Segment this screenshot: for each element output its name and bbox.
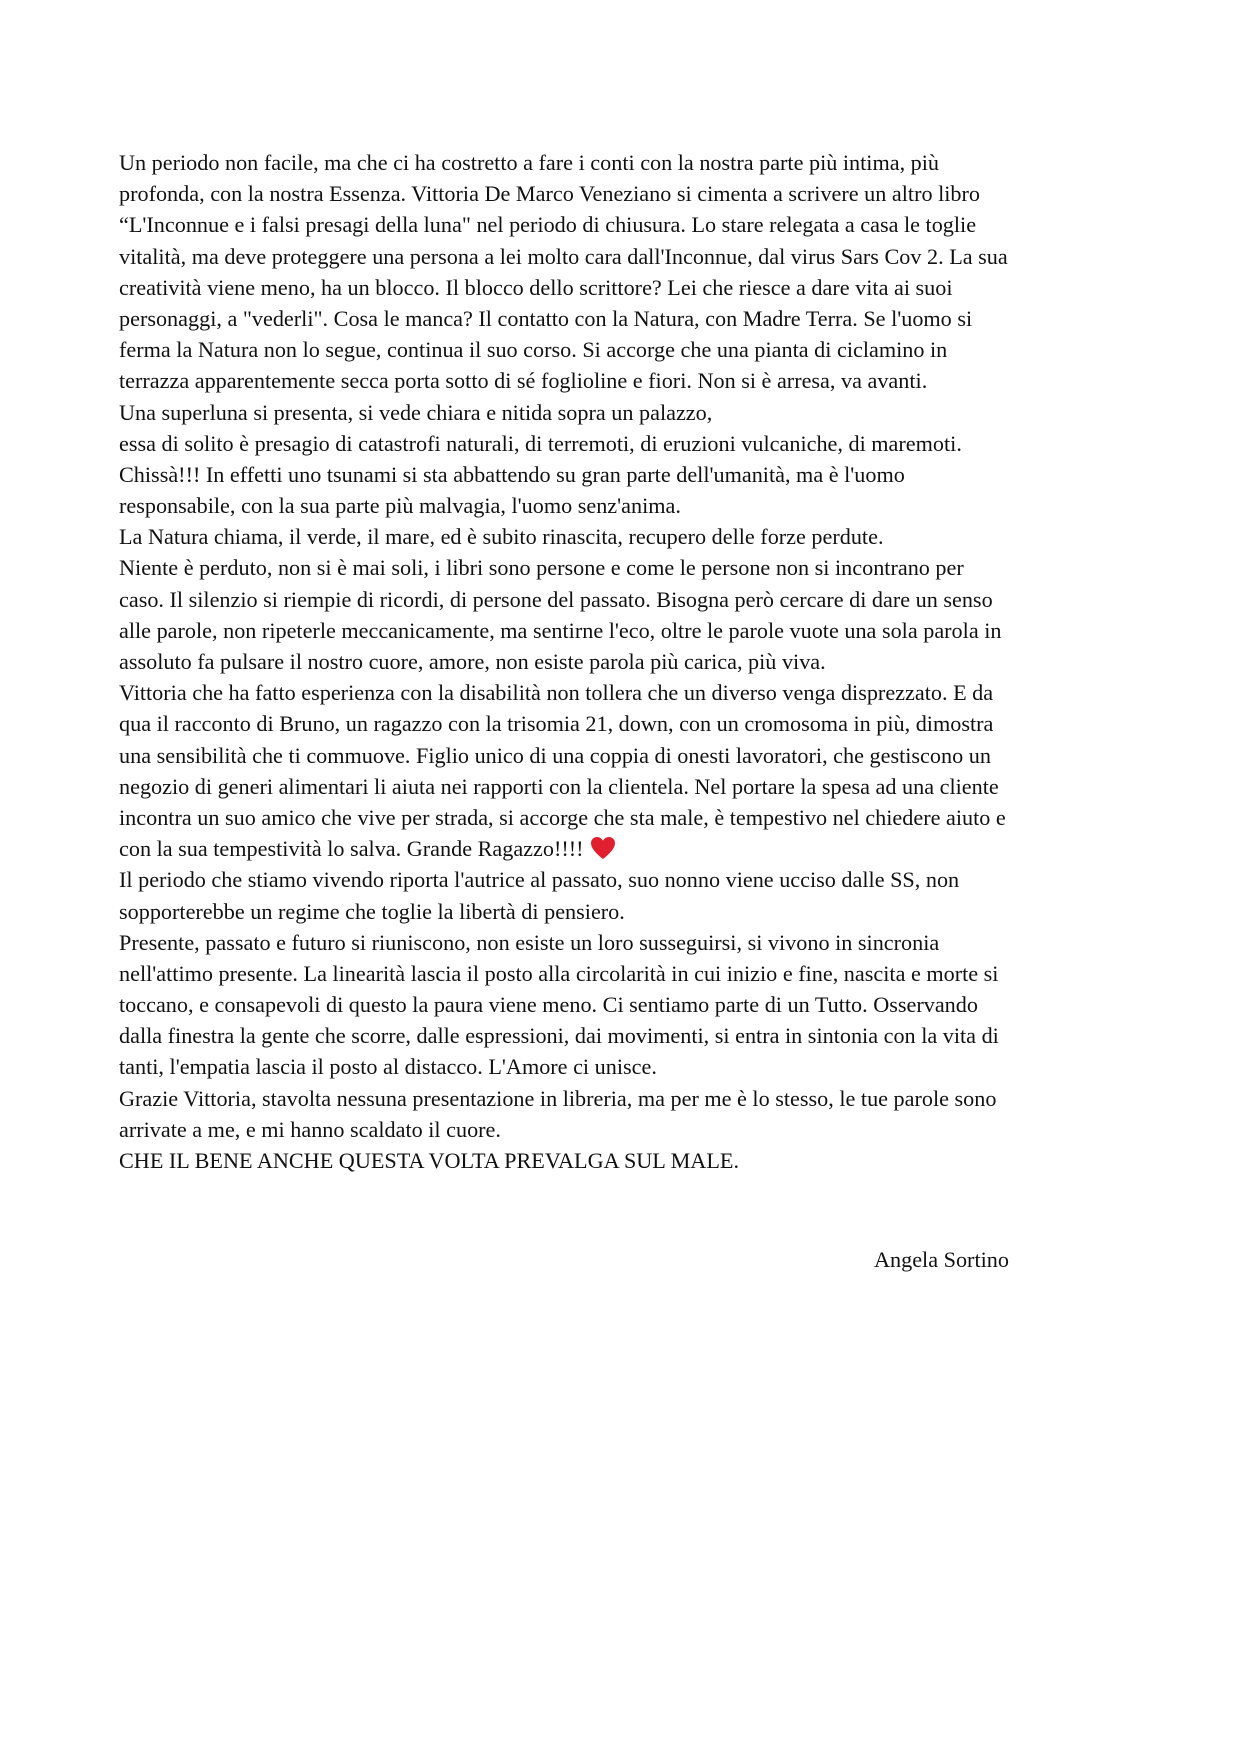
text-line-content: toccano, e consapevoli di questo la paura viene meno. Ci sentiamo parte di un Tutto. Osservando xyxy=(119,992,978,1018)
text-line-content: qua il racconto di Bruno, un ragazzo con la trisomia 21, down, con un cromosoma in più, dimostra xyxy=(119,711,994,737)
text-line-content: Presente, passato e futuro si riuniscono, non esiste un loro susseguirsi, si vivono in sincronia xyxy=(119,929,940,955)
text-line-content: caso. Il silenzio si riempie di ricordi, di persone del passato. Bisogna però cercare di dare un senso xyxy=(119,586,993,612)
text-line-content: Il periodo che stiamo vivendo riporta l'autrice al passato, suo nonno viene ucciso dalle SS, non xyxy=(119,867,960,893)
text-line-content: essa di solito è presagio di catastrofi naturali, di terremoti, di eruzioni vulcaniche, di maremoti. xyxy=(119,430,962,456)
text-line-content: assoluto fa pulsare il nostro cuore, amore, non esiste parola più carica, più viva. xyxy=(119,649,826,674)
text-line xyxy=(119,958,1129,989)
text-line xyxy=(119,521,1129,552)
text-line xyxy=(119,272,1129,303)
text-line-content: personaggi, a "vederli". Cosa le manca? Il contatto con la Natura, con Madre Terra. Se l'uomo si xyxy=(119,305,973,331)
text-line xyxy=(119,334,1129,365)
text-line-content: Niente è perduto, non si è mai soli, i libri sono persone e come le persone non si incontrano per xyxy=(119,555,964,581)
text-line xyxy=(119,615,1129,646)
text-line xyxy=(119,1051,1129,1082)
text-line xyxy=(119,1083,1129,1114)
text-line xyxy=(119,147,1129,178)
text-line xyxy=(119,1020,1129,1051)
text-line-content: tanti, l'empatia lascia il posto al distacco. L'Amore ci unisce. xyxy=(119,1054,657,1080)
text-line xyxy=(119,1114,1129,1145)
text-line xyxy=(119,896,1129,927)
text-line xyxy=(119,708,1129,739)
text-line xyxy=(119,303,1129,334)
text-line-content: sopporterebbe un regime che toglie la libertà di pensiero. xyxy=(119,898,625,924)
text-line xyxy=(119,365,1129,396)
text-line-content: alle parole, non ripeterle meccanicamente, ma sentirne l'eco, oltre le parole vuote una sola parola in xyxy=(119,617,1002,643)
text-line xyxy=(119,646,1129,677)
text-line xyxy=(119,459,1129,490)
text-line-content: dalla finestra la gente che scorre, dalle espressioni, dai movimenti, si entra in sintonia con la vita di xyxy=(119,1023,999,1049)
text-line-content: responsabile, con la sua parte più malvagia, l'uomo senz'anima. xyxy=(119,493,681,519)
text-line-content: profonda, con la nostra Essenza. Vittoria De Marco Veneziano si cimenta a scrivere un altro libro xyxy=(119,181,981,207)
text-line-content: vitalità, ma deve proteggere una persona a lei molto cara dall'Inconnue, dal virus Sars Cov 2. La sua xyxy=(119,243,1008,269)
text-line-content: Un periodo non facile, ma che ci ha costretto a fare i conti con la nostra parte più intima, più xyxy=(119,150,940,175)
text-line xyxy=(119,677,1129,708)
text-line-content: Grazie Vittoria, stavolta nessuna presentazione in libreria, ma per me è lo stesso, le tue parole sono xyxy=(119,1085,997,1111)
text-line xyxy=(119,209,1129,240)
text-line-content: “L'Inconnue e i falsi presagi della luna" nel periodo di chiusura. Lo stare relegata a casa le toglie xyxy=(119,212,977,238)
text-line-content: terrazza apparentemente secca porta sotto di sé foglioline e fiori. Non si è arresa, va avanti. xyxy=(119,368,928,394)
text-line xyxy=(119,397,1129,428)
text-line-content: nell'attimo presente. La linearità lascia il posto alla circolarità in cui inizio e fine, nascita e morte si xyxy=(119,960,999,986)
text-line xyxy=(119,864,1129,895)
text-line-content: creatività viene meno, ha un blocco. Il blocco dello scrittore? Lei che riesce a dare vita ai suoi xyxy=(119,274,953,300)
text-line xyxy=(119,241,1129,272)
text-line xyxy=(119,178,1129,209)
text-line-content: negozio di generi alimentari li aiuta nei rapporti con la clientela. Nel portare la spesa ad una cliente xyxy=(119,773,999,799)
text-line xyxy=(119,802,1129,833)
text-line xyxy=(119,833,1129,864)
text-line-content: Vittoria che ha fatto esperienza con la disabilità non tollera che un diverso venga disprezzato. E da xyxy=(119,680,994,706)
text-line xyxy=(119,740,1129,771)
text-line xyxy=(119,927,1129,958)
text-line-content: incontra un suo amico che vive per strada, si accorge che sta male, è tempestivo nel chiedere aiuto e xyxy=(119,804,1006,830)
red-heart-icon xyxy=(590,836,616,860)
author-signature: Angela Sortino xyxy=(874,1247,1009,1272)
text-line-content: con la sua tempestività lo salva. Grande Ragazzo!!!! xyxy=(119,836,584,862)
text-line xyxy=(119,428,1129,459)
text-line xyxy=(119,490,1129,521)
text-line xyxy=(119,1145,1129,1176)
text-line-content: La Natura chiama, il verde, il mare, ed è subito rinascita, recupero delle forze perdute. xyxy=(119,524,884,550)
text-line-content: CHE IL BENE ANCHE QUESTA VOLTA PREVALGA SUL MALE. xyxy=(119,1148,739,1173)
text-line xyxy=(119,771,1129,802)
text-line-content: una sensibilità che ti commuove. Figlio unico di una coppia di onesti lavoratori, che gestiscono un xyxy=(119,742,991,768)
text-line xyxy=(119,989,1129,1020)
text-line xyxy=(119,552,1129,583)
text-line-content: arrivate a me, e mi hanno scaldato il cuore. xyxy=(119,1116,501,1142)
text-line-content: Chissà!!! In effetti uno tsunami si sta abbattendo su gran parte dell'umanità, ma è l'uomo xyxy=(119,461,905,487)
text-line-content: ferma la Natura non lo segue, continua il suo corso. Si accorge che una pianta di ciclamino in xyxy=(119,337,948,363)
text-line-content: Una superluna si presenta, si vede chiara e nitida sopra un palazzo, xyxy=(119,399,713,425)
text-line xyxy=(119,584,1129,615)
review-body xyxy=(119,147,1129,1176)
